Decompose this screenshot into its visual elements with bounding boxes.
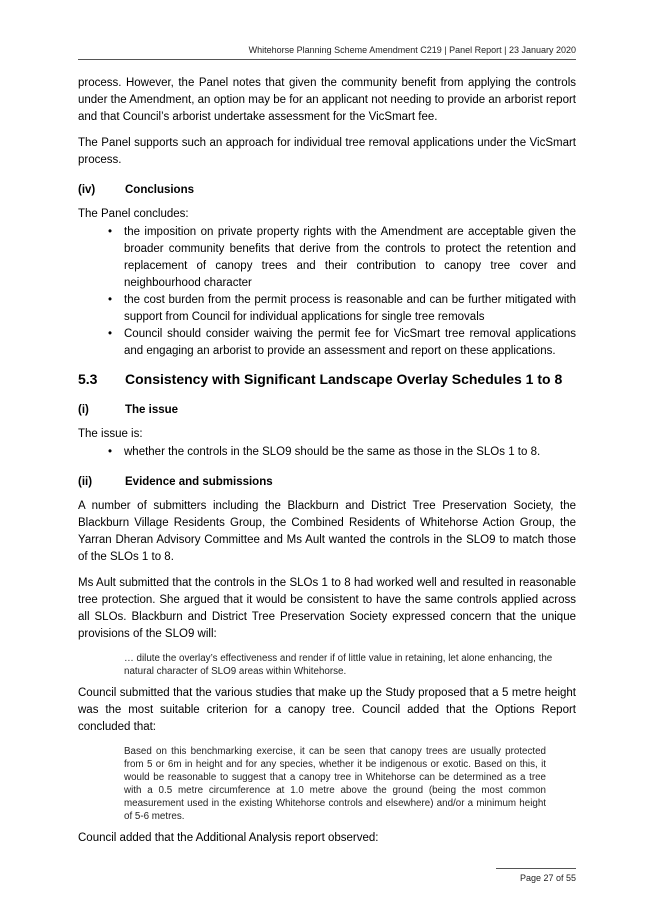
block-quote: Based on this benchmarking exercise, it can be seen that canopy trees are usually protected from 5 or 6m in height and for any species, whether it be indigenous or exotic. Based on this, it would be reasonable to suggest that a canopy tree in Whitehorse can be determined as a tree with a 0.5 metre circumference at 1.0 metre above the ground (being the most common measurement used in the existing Whitehorse controls and elsewhere) and/or a minimum height of 5-6 metres. xyxy=(124,746,546,822)
body-paragraph: Ms Ault submitted that the controls in the SLOs 1 to 8 had worked well and resulted in reasonable tree protection. She argued that it would be consistent to have the same controls applied across all SLOs. Blackburn and District Tree Preservation Society expressed concern that the unique provisions of the SLO9 will: xyxy=(78,577,576,640)
list-item: • the cost burden from the permit process is reasonable and can be further mitigated with support from Council for individual applications for single tree removals xyxy=(124,292,576,326)
list-item: • the imposition on private property rights with the Amendment are acceptable given the broader community benefits that derive from the controls to protect the retention and replacement of canopy trees and their contribution to canopy tree cover and neighbourhood character xyxy=(124,224,576,292)
body-paragraph: Council added that the Additional Analysis report observed: xyxy=(78,832,379,844)
heading-evidence xyxy=(78,474,576,491)
list-intro: The Panel concludes: xyxy=(78,208,189,220)
heading-title: The issue xyxy=(125,404,179,416)
running-header: Whitehorse Planning Scheme Amendment C219 | Panel Report | 23 January 2020 xyxy=(248,45,576,55)
list-item: • whether the controls in the SLO9 should be the same as those in the SLOs 1 to 8. xyxy=(124,444,576,461)
section-number: 5.3 xyxy=(78,371,98,387)
header-rule xyxy=(78,59,576,60)
body-paragraph: Council submitted that the various studies that make up the Study proposed that a 5 metre height was the most suitable criterion for a canopy tree. Council added that the Options Report concluded that: xyxy=(78,687,576,733)
heading-issue xyxy=(78,402,576,419)
body-paragraph: process. However, the Panel notes that given the community benefit from applying the controls under the Amendment, an option may be for an applicant not needing to provide an arborist report and that Council’s arborist undertake assessment for the VicSmart fee. xyxy=(78,77,576,123)
conclusions-list xyxy=(78,224,576,360)
heading-number: (i) xyxy=(78,404,89,416)
section-title: Consistency with Significant Landscape Overlay Schedules 1 to 8 xyxy=(125,371,563,387)
list-item: • Council should consider waiving the permit fee for VicSmart tree removal applications and engaging an arborist to provide an assessment and report on these applications. xyxy=(124,326,576,360)
heading-title: Conclusions xyxy=(125,184,195,196)
heading-number: (ii) xyxy=(78,476,93,488)
heading-number: (iv) xyxy=(78,184,96,196)
body-paragraph: The Panel supports such an approach for individual tree removal applications under the VicSmart process. xyxy=(78,137,576,166)
issue-list xyxy=(78,444,576,461)
list-intro: The issue is: xyxy=(78,428,143,440)
page-number: Page 27 of 55 xyxy=(519,873,576,883)
block-quote: … dilute the overlay’s effectiveness and render if of little value in retaining, let alone enhancing, the natural character of SLO9 areas within Whitehorse. xyxy=(124,653,553,677)
footer-rule xyxy=(496,868,576,869)
section-heading xyxy=(78,370,576,389)
heading-conclusions xyxy=(78,182,576,199)
page-body xyxy=(78,75,576,856)
body-paragraph: A number of submitters including the Blackburn and District Tree Preservation Society, the Blackburn Village Residents Group, the Combined Residents of Whitehorse Action Group, the Yarran Dheran Advisory Committee and Ms Ault wanted the controls in the SLO9 to match those of the SLOs 1 to 8. xyxy=(78,500,576,563)
heading-title: Evidence and submissions xyxy=(125,476,273,488)
